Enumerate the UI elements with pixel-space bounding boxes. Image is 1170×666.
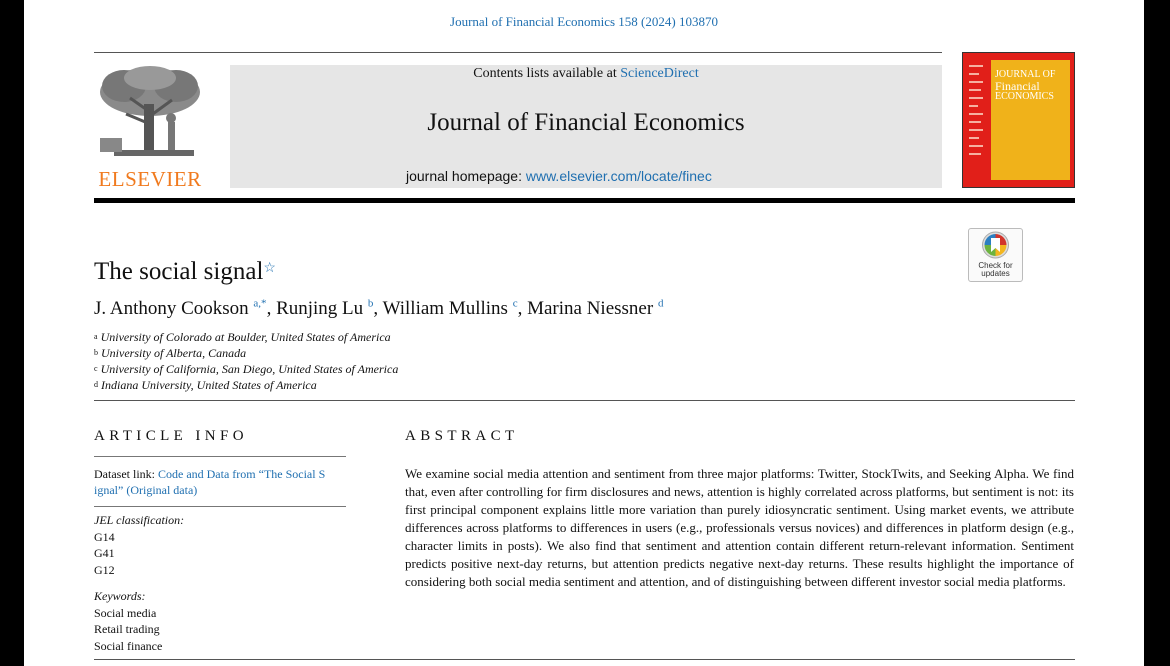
cover-title-line: Financial xyxy=(995,79,1040,93)
elsevier-tree-icon xyxy=(94,64,206,164)
author-affiliation-mark[interactable]: d xyxy=(657,298,664,310)
elsevier-wordmark: ELSEVIER xyxy=(98,167,202,191)
dataset-label: Dataset link: xyxy=(94,467,158,481)
jel-label: JEL classification: xyxy=(94,513,185,527)
affiliation-mark: d xyxy=(94,380,98,389)
check-updates-line: Check for xyxy=(978,261,1013,270)
jel-code: G41 xyxy=(94,546,115,560)
author-separator: , xyxy=(517,298,528,320)
header-rule xyxy=(94,52,942,53)
journal-name: Journal of Financial Economics xyxy=(427,109,745,136)
keywords-block xyxy=(94,578,346,654)
title-footnote-star-icon[interactable]: ☆ xyxy=(263,261,276,276)
author-affiliation-mark[interactable]: a,* xyxy=(253,298,267,310)
author-affiliation-mark[interactable]: b xyxy=(367,298,374,310)
affiliation xyxy=(94,377,398,393)
affiliation-mark: b xyxy=(94,348,98,357)
contents-line xyxy=(230,66,942,82)
journal-citation[interactable]: Journal of Financial Economics 158 (2024) 103870 xyxy=(450,14,718,29)
article-info-panel xyxy=(94,456,346,654)
affiliation-text: Indiana University, United States of America xyxy=(101,378,317,392)
journal-cover[interactable] xyxy=(962,52,1075,188)
article-info-heading: ARTICLE INFO xyxy=(94,428,248,444)
elsevier-logo[interactable] xyxy=(94,64,206,192)
keywords-label: Keywords: xyxy=(94,589,146,603)
author[interactable] xyxy=(527,298,663,319)
abstract-heading: ABSTRACT xyxy=(405,428,519,444)
dataset-link-line: ignal” (Original data) xyxy=(94,483,198,497)
keyword: Social media xyxy=(94,605,157,620)
affiliation-list xyxy=(94,329,398,393)
jel-block xyxy=(94,507,346,578)
affiliation-text: University of California, San Diego, United States of America xyxy=(100,362,399,376)
author[interactable] xyxy=(383,298,528,319)
check-updates-icon xyxy=(969,230,1022,262)
journal-banner xyxy=(230,65,942,188)
journal-homepage xyxy=(406,168,712,184)
footer-rule xyxy=(94,659,1075,660)
dataset-link-block xyxy=(94,457,346,506)
affiliation-text: University of Colorado at Boulder, United States of America xyxy=(100,330,391,344)
article-title-text: The social signal xyxy=(94,258,264,285)
homepage-link[interactable]: www.elsevier.com/locate/finec xyxy=(525,168,712,184)
sciencedirect-link[interactable]: ScienceDirect xyxy=(620,66,699,81)
affiliation xyxy=(94,345,398,361)
affiliation-text: University of Alberta, Canada xyxy=(101,346,247,360)
cover-contents-strip-icon xyxy=(969,61,985,181)
check-updates-line: updates xyxy=(981,269,1010,278)
affiliation xyxy=(94,329,398,345)
cover-title-line: ECONOMICS xyxy=(995,91,1054,102)
affiliation-mark: a xyxy=(94,332,98,341)
author-name: Runjing Lu xyxy=(276,298,364,320)
jel-code: G12 xyxy=(94,562,115,577)
header-thick-rule xyxy=(94,198,1075,203)
cover-title-line: JOURNAL OF xyxy=(995,69,1056,80)
dataset-link-line: Code and Data from “The Social S xyxy=(157,467,326,481)
author[interactable] xyxy=(94,298,276,319)
affiliation-mark: c xyxy=(94,364,98,373)
author-list xyxy=(94,298,663,320)
cover-panel xyxy=(991,60,1070,180)
homepage-prefix: journal homepage: xyxy=(406,168,526,184)
check-updates-label xyxy=(969,262,1022,278)
author-name: J. Anthony Cookson xyxy=(94,298,249,320)
article-page xyxy=(24,0,1144,666)
affiliation xyxy=(94,361,398,377)
author-name: Marina Niessner xyxy=(527,298,654,320)
author[interactable] xyxy=(276,298,383,319)
cover-title xyxy=(995,70,1067,102)
author-separator: , xyxy=(266,298,277,320)
abstract-text: We examine social media attention and sentiment from three major platforms: Twitter, StockTwits, and Seeking Alpha. We find that, even after controlling for firm disclosures and news, attention is highly correlated across platforms, but sentiment is not: its first principal component explains little more variation than purely idiosyncratic sentiment. Using market events, we attribute differences across platforms to differences in users (e.g., professionals versus novices) and differences in platform design (e.g., character limits in posts). We also find that sentiment and attention contain different return-relevant information. Sentiment predicts positive next-day returns, but attention predicts negative next-day returns. These results highlight the importance of considering both social media sentiment and attention, and of distinguishing between different investor social media platforms. xyxy=(405,466,1074,589)
keyword: Retail trading xyxy=(94,622,160,636)
author-affiliation-mark[interactable]: c xyxy=(512,298,518,310)
keyword: Social finance xyxy=(94,638,163,653)
jel-code: G14 xyxy=(94,529,115,544)
author-separator: , xyxy=(373,298,383,320)
article-title xyxy=(94,258,276,286)
section-rule xyxy=(94,400,1075,401)
contents-prefix: Contents lists available at xyxy=(473,66,621,81)
check-for-updates-button[interactable] xyxy=(968,228,1023,282)
author-name: William Mullins xyxy=(382,298,508,320)
